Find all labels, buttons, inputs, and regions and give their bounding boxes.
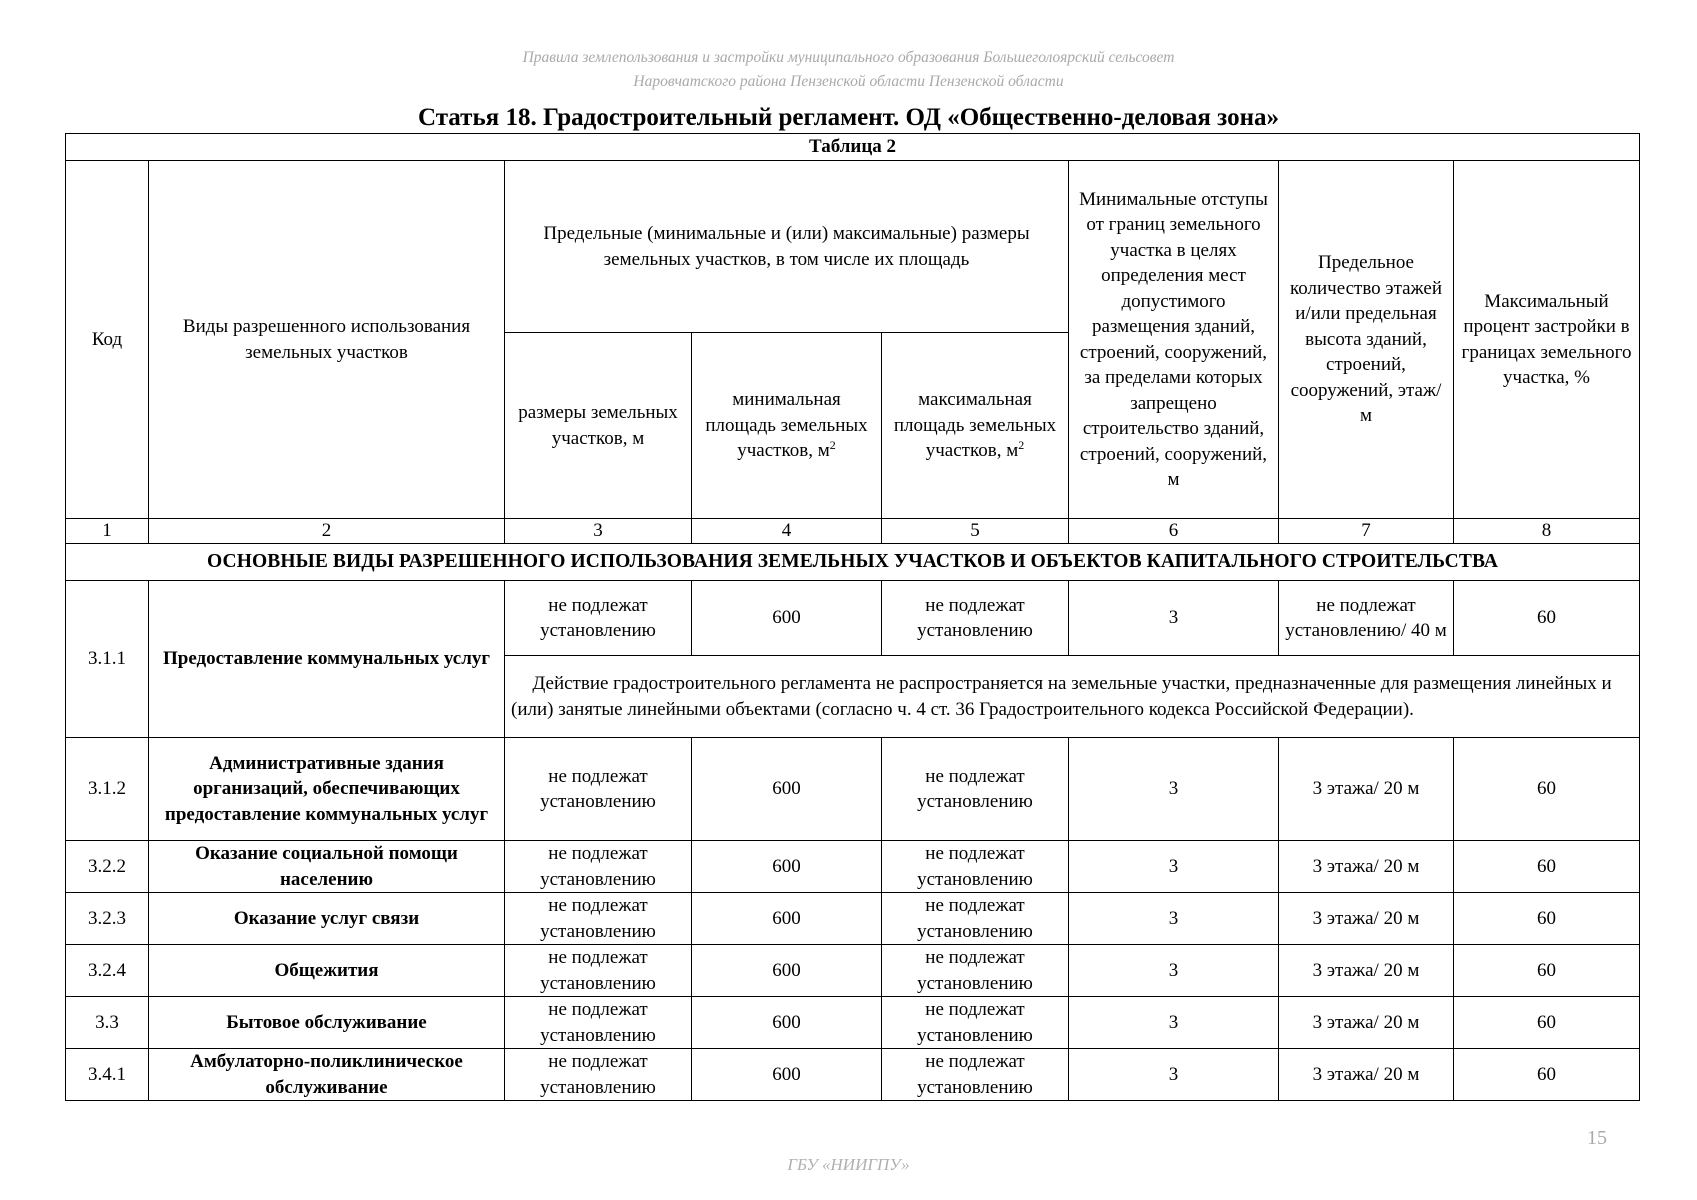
row-min-area: 600: [692, 738, 882, 841]
row-code: 3.3: [66, 997, 149, 1049]
row-code: 3.1.1: [66, 581, 149, 738]
column-number: 5: [882, 519, 1069, 544]
row-floors: 3 этажа/ 20 м: [1279, 997, 1454, 1049]
row-plot-size: не подлежат установлению: [505, 1049, 692, 1101]
header-max-area: [882, 333, 1069, 519]
document-header-line-1: Правила землепользования и застройки муниципального образования Большеголоярский сельсовет: [522, 49, 1175, 66]
row-max-area: не подлежат установлению: [882, 1049, 1069, 1101]
row-code: 3.4.1: [66, 1049, 149, 1101]
header-min-area-text: минимальная площадь земельных участков, м: [705, 389, 868, 462]
row-min-area: 600: [692, 945, 882, 997]
row-percent: 60: [1454, 893, 1640, 945]
row-code: 3.2.2: [66, 841, 149, 893]
row-setback: 3: [1069, 945, 1279, 997]
row-use-name: Административные здания организаций, обеспечивающих предоставление коммунальных услуг: [149, 738, 505, 841]
header-min-area: [692, 333, 882, 519]
row-plot-size: не подлежат установлению: [505, 581, 692, 656]
header-min-setbacks: Минимальные отступы от границ земельного участка в целях определения мест допустимого размещения зданий, строений, сооружений, за пределами которых запрещено строительство зданий, строений, сооружений, м: [1069, 161, 1279, 519]
table-row: [66, 841, 1640, 893]
row-use-name: Общежития: [149, 945, 505, 997]
row-floors: 3 этажа/ 20 м: [1279, 841, 1454, 893]
row-setback: 3: [1069, 581, 1279, 656]
row-setback: 3: [1069, 893, 1279, 945]
table-row: [66, 581, 1640, 656]
header-plot-sizes: размеры земельных участков, м: [505, 333, 692, 519]
table-row: [66, 945, 1640, 997]
row-min-area: 600: [692, 893, 882, 945]
row-min-area: 600: [692, 841, 882, 893]
column-number: 3: [505, 519, 692, 544]
table-row: [66, 1049, 1640, 1101]
row-setback: 3: [1069, 841, 1279, 893]
row-note: Действие градостроительного регламента не распространяется на земельные участки, предназначенные для размещения линейных и (или) занятые линейными объектами (согласно ч. 4 ст. 36 Градостроительного кодекса Российской Федерации).: [505, 656, 1640, 738]
column-number: 4: [692, 519, 882, 544]
row-percent: 60: [1454, 841, 1640, 893]
header-min-area-sup: 2: [829, 438, 836, 453]
column-number: 1: [66, 519, 149, 544]
document-header-line-2: Наровчатского района Пензенской области Пензенской области: [633, 73, 1064, 90]
header-max-area-sup: 2: [1018, 438, 1025, 453]
row-floors: 3 этажа/ 20 м: [1279, 738, 1454, 841]
column-number: 6: [1069, 519, 1279, 544]
row-max-area: не подлежат установлению: [882, 893, 1069, 945]
table-row: [66, 738, 1640, 841]
row-code: 3.1.2: [66, 738, 149, 841]
header-max-percent: Максимальный процент застройки в границах земельного участка, %: [1454, 161, 1640, 519]
header-code: Код: [66, 161, 149, 519]
row-use-name: Амбулаторно-поликлиническое обслуживание: [149, 1049, 505, 1101]
row-code: 3.2.4: [66, 945, 149, 997]
header-row-1: [66, 161, 1640, 333]
row-percent: 60: [1454, 738, 1640, 841]
row-percent: 60: [1454, 997, 1640, 1049]
header-size-limits-group: Предельные (минимальные и (или) максимальные) размеры земельных участков, в том числе их площадь: [505, 161, 1069, 333]
row-plot-size: не подлежат установлению: [505, 945, 692, 997]
row-percent: 60: [1454, 581, 1640, 656]
row-floors: 3 этажа/ 20 м: [1279, 945, 1454, 997]
document-footer: ГБУ «НИИГПУ»: [787, 1155, 910, 1174]
row-use-name: Оказание социальной помощи населению: [149, 841, 505, 893]
row-max-area: не подлежат установлению: [882, 841, 1069, 893]
table-row: [66, 893, 1640, 945]
row-plot-size: не подлежат установлению: [505, 738, 692, 841]
row-plot-size: не подлежат установлению: [505, 893, 692, 945]
row-max-area: не подлежат установлению: [882, 997, 1069, 1049]
row-floors: не подлежат установлению/ 40 м: [1279, 581, 1454, 656]
column-number: 8: [1454, 519, 1640, 544]
page-number: 15: [1587, 1127, 1607, 1149]
row-plot-size: не подлежат установлению: [505, 841, 692, 893]
row-use-name: Предоставление коммунальных услуг: [149, 581, 505, 738]
row-use-name: Бытовое обслуживание: [149, 997, 505, 1049]
header-max-floors: Предельное количество этажей и/или предельная высота зданий, строений, сооружений, этаж/м: [1279, 161, 1454, 519]
row-min-area: 600: [692, 1049, 882, 1101]
article-title: Статья 18. Градостроительный регламент. ОД «Общественно-деловая зона»: [418, 104, 1279, 131]
section-heading: ОСНОВНЫЕ ВИДЫ РАЗРЕШЕННОГО ИСПОЛЬЗОВАНИЯ ЗЕМЕЛЬНЫХ УЧАСТКОВ И ОБЪЕКТОВ КАПИТАЛЬНОГО СТРОИТЕЛЬСТВА: [66, 544, 1640, 581]
column-number: 2: [149, 519, 505, 544]
row-min-area: 600: [692, 581, 882, 656]
table-label-row: [66, 134, 1640, 161]
row-max-area: не подлежат установлению: [882, 738, 1069, 841]
table-label: Таблица 2: [66, 134, 1640, 161]
row-plot-size: не подлежат установлению: [505, 997, 692, 1049]
row-min-area: 600: [692, 997, 882, 1049]
row-max-area: не подлежат установлению: [882, 945, 1069, 997]
row-code: 3.2.3: [66, 893, 149, 945]
section-row: [66, 544, 1640, 581]
row-floors: 3 этажа/ 20 м: [1279, 893, 1454, 945]
row-floors: 3 этажа/ 20 м: [1279, 1049, 1454, 1101]
row-max-area: не подлежат установлению: [882, 581, 1069, 656]
row-setback: 3: [1069, 738, 1279, 841]
row-percent: 60: [1454, 945, 1640, 997]
row-use-name: Оказание услуг связи: [149, 893, 505, 945]
column-number-row: [66, 519, 1640, 544]
column-number: 7: [1279, 519, 1454, 544]
row-setback: 3: [1069, 1049, 1279, 1101]
row-setback: 3: [1069, 997, 1279, 1049]
table-row: [66, 997, 1640, 1049]
row-percent: 60: [1454, 1049, 1640, 1101]
header-max-area-text: максимальная площадь земельных участков, м: [893, 389, 1057, 462]
header-use-types: Виды разрешенного использования земельных участков: [149, 161, 505, 519]
regulation-table: [65, 133, 1640, 1101]
